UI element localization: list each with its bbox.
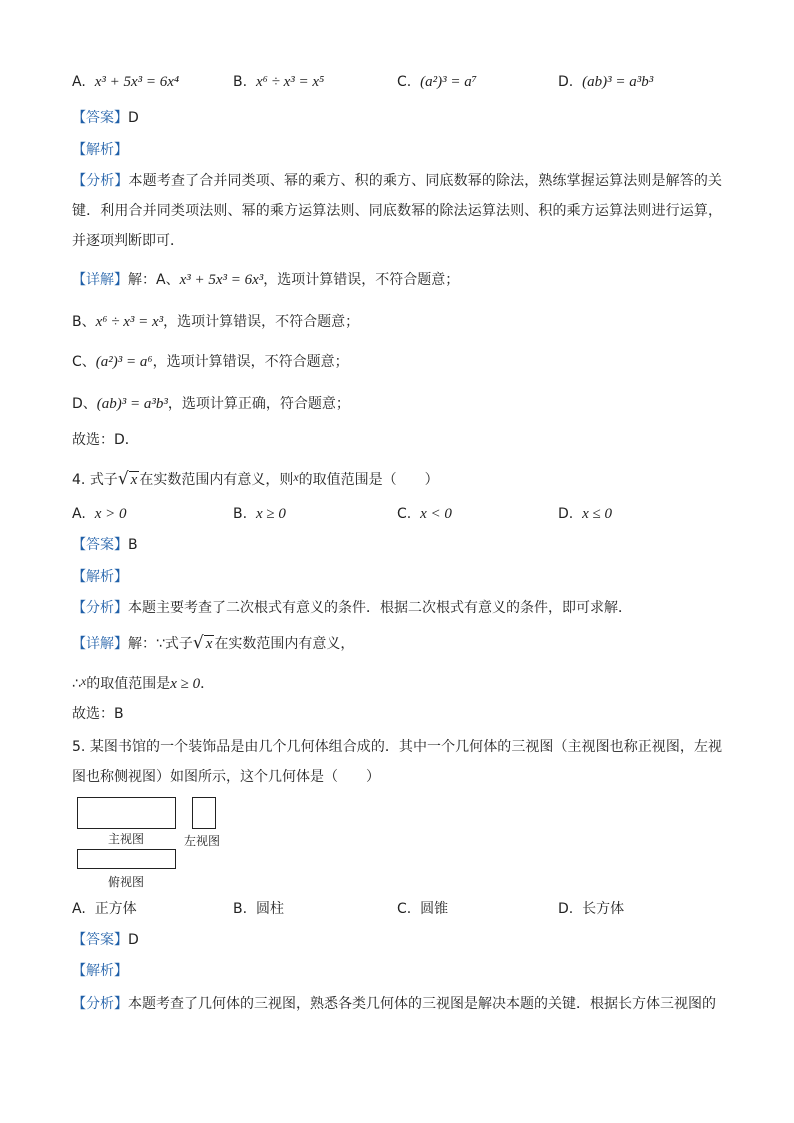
stem-text: 某图书馆的一个装饰品是由几个几何体组合成的．其中一个几何体的三视图（主视图也称正视图，左视图也称侧视图）如图所示，这个几何体是（ ） [72,739,722,785]
q3-option-b [233,72,324,92]
option-expression: x³ + 5x³ = 6x⁴ [94,74,180,90]
therefore-symbol: ∴ [72,676,81,692]
sqrt-symbol: √ x [192,633,213,653]
therefore-text: 的取值范围是 [86,676,171,692]
jiexi-tag: 【解析】 [72,142,128,158]
q4-conclusion: 故选：B [72,706,124,722]
option-label: C. [397,74,412,90]
option-expression: (ab)³ = a³b³ [582,74,654,90]
q4-answer [72,535,138,555]
jiexi-tag: 【解析】 [72,569,128,585]
q3-detail-a [72,270,459,290]
q3-analysis [72,166,722,256]
q5-option-b [233,899,284,919]
option-label: D. [558,74,574,90]
option-label: D. [558,506,574,522]
q4-option-d [558,504,612,524]
stem-text: 在实数范围内有意义，则 [139,472,294,488]
detail-tag: 【详解】 [72,272,128,288]
q4-option-a [72,504,126,524]
q3-option-d [558,72,653,92]
question-number: 5. [72,739,86,755]
top-view-label: 俯视图 [108,875,145,889]
answer-tag: 【答案】 [72,932,128,948]
detail-prefix: B、 [72,314,96,330]
analysis-text: 本题考查了合并同类项、幂的乘方、积的乘方、同底数幂的除法，熟练掌握运算法则是解答的关键．利用合并同类项法则、幂的乘方运算法则、同底数幂的除法运算法则、积的乘方运算法则进行运算，并逐项判断即可． [72,173,723,249]
option-label: B. [233,74,248,90]
q4-option-b [233,504,286,524]
detail-prefix: D、 [72,396,97,412]
answer-value: D [128,110,139,126]
q4-jiexi [72,567,128,587]
answer-value: D [128,932,139,948]
option-label: A. [72,901,86,917]
q5-analysis [72,989,722,1019]
option-label: D. [558,901,574,917]
answer-tag: 【答案】 [72,537,128,553]
detail-tag: 【详解】 [72,636,128,652]
q3-answer [72,108,139,128]
q5-stem [72,732,722,792]
q5-option-d [558,899,624,919]
option-expression: x < 0 [420,506,452,522]
q5-option-a [72,899,137,919]
q3-jiexi [72,140,128,160]
stem-text: 式子 [89,472,118,488]
detail-expression: (a²)³ = a⁶ [95,354,153,370]
top-view-rectangle [77,849,176,869]
sqrt-radicand: x [205,636,213,652]
jiexi-tag: 【解析】 [72,963,128,979]
q3-option-c [397,72,477,92]
front-view-label: 主视图 [108,832,145,846]
option-expression: x ≥ 0 [255,506,286,522]
therefore-end: ． [200,676,215,692]
q5-answer [72,930,139,950]
left-view-rectangle [192,797,216,829]
detail-prefix: 解：A、 [128,272,180,288]
front-view-rectangle [77,797,176,829]
detail-expression: x⁶ ÷ x³ = x³ [95,314,164,330]
option-label: A. [72,74,86,90]
q4-option-c [397,504,452,524]
q4-analysis [72,598,632,618]
option-text: 长方体 [582,901,625,917]
detail-expression: x³ + 5x³ = 6x³ [179,272,264,288]
q3-detail-c [72,352,349,372]
detail-suffix: ，选项计算正确，符合题意； [167,396,350,412]
analysis-tag: 【分析】 [72,600,128,616]
option-expression: x⁶ ÷ x³ = x⁵ [255,74,325,90]
therefore-variable: x [80,674,87,688]
q3-detail-b [72,312,359,332]
detail-expression: (ab)³ = a³b³ [96,396,168,412]
option-text: 圆柱 [255,901,284,917]
question-number: 4. [72,472,86,488]
detail-suffix: 在实数范围内有意义， [214,636,355,652]
analysis-text: 本题考查了几何体的三视图，熟悉各类几何体的三视图是解决本题的关键．根据长方体三视图的 [128,996,716,1012]
detail-prefix: C、 [72,354,96,370]
option-expression: x ≤ 0 [582,506,613,522]
detail-prefix: 解：∵式子 [128,636,193,652]
q5-option-c [397,899,448,919]
option-text: 圆锥 [420,901,449,917]
option-label: C. [397,901,412,917]
option-label: A. [72,506,86,522]
q3-option-a [72,72,179,92]
option-label: B. [233,506,248,522]
option-expression: (a²)³ = a⁷ [420,74,477,90]
detail-suffix: ，选项计算错误，不符合题意； [152,354,349,370]
left-view-label: 左视图 [184,834,221,848]
q4-detail [72,633,354,654]
option-label: B. [233,901,248,917]
detail-suffix: ，选项计算错误，不符合题意； [263,272,460,288]
q4-stem [72,467,439,490]
answer-tag: 【答案】 [72,110,128,126]
option-label: C. [397,506,412,522]
analysis-tag: 【分析】 [72,173,129,189]
sqrt-radicand: x [130,472,138,488]
q3-detail-d [72,394,350,414]
detail-suffix: ，选项计算错误，不符合题意； [163,314,360,330]
therefore-expression: x ≥ 0 [170,676,201,692]
analysis-tag: 【分析】 [72,996,128,1012]
sqrt-symbol: √ x [117,469,138,489]
option-expression: x > 0 [94,506,127,522]
q3-conclusion: 故选：D． [72,432,139,448]
q4-therefore [72,671,214,694]
analysis-text: 本题主要考查了二次根式有意义的条件．根据二次根式有意义的条件，即可求解． [128,600,632,616]
option-text: 正方体 [94,901,137,917]
stem-text: 的取值范围是（ ） [298,472,439,488]
q5-jiexi [72,961,128,981]
answer-value: B [128,537,138,553]
stem-variable: x [293,470,299,484]
